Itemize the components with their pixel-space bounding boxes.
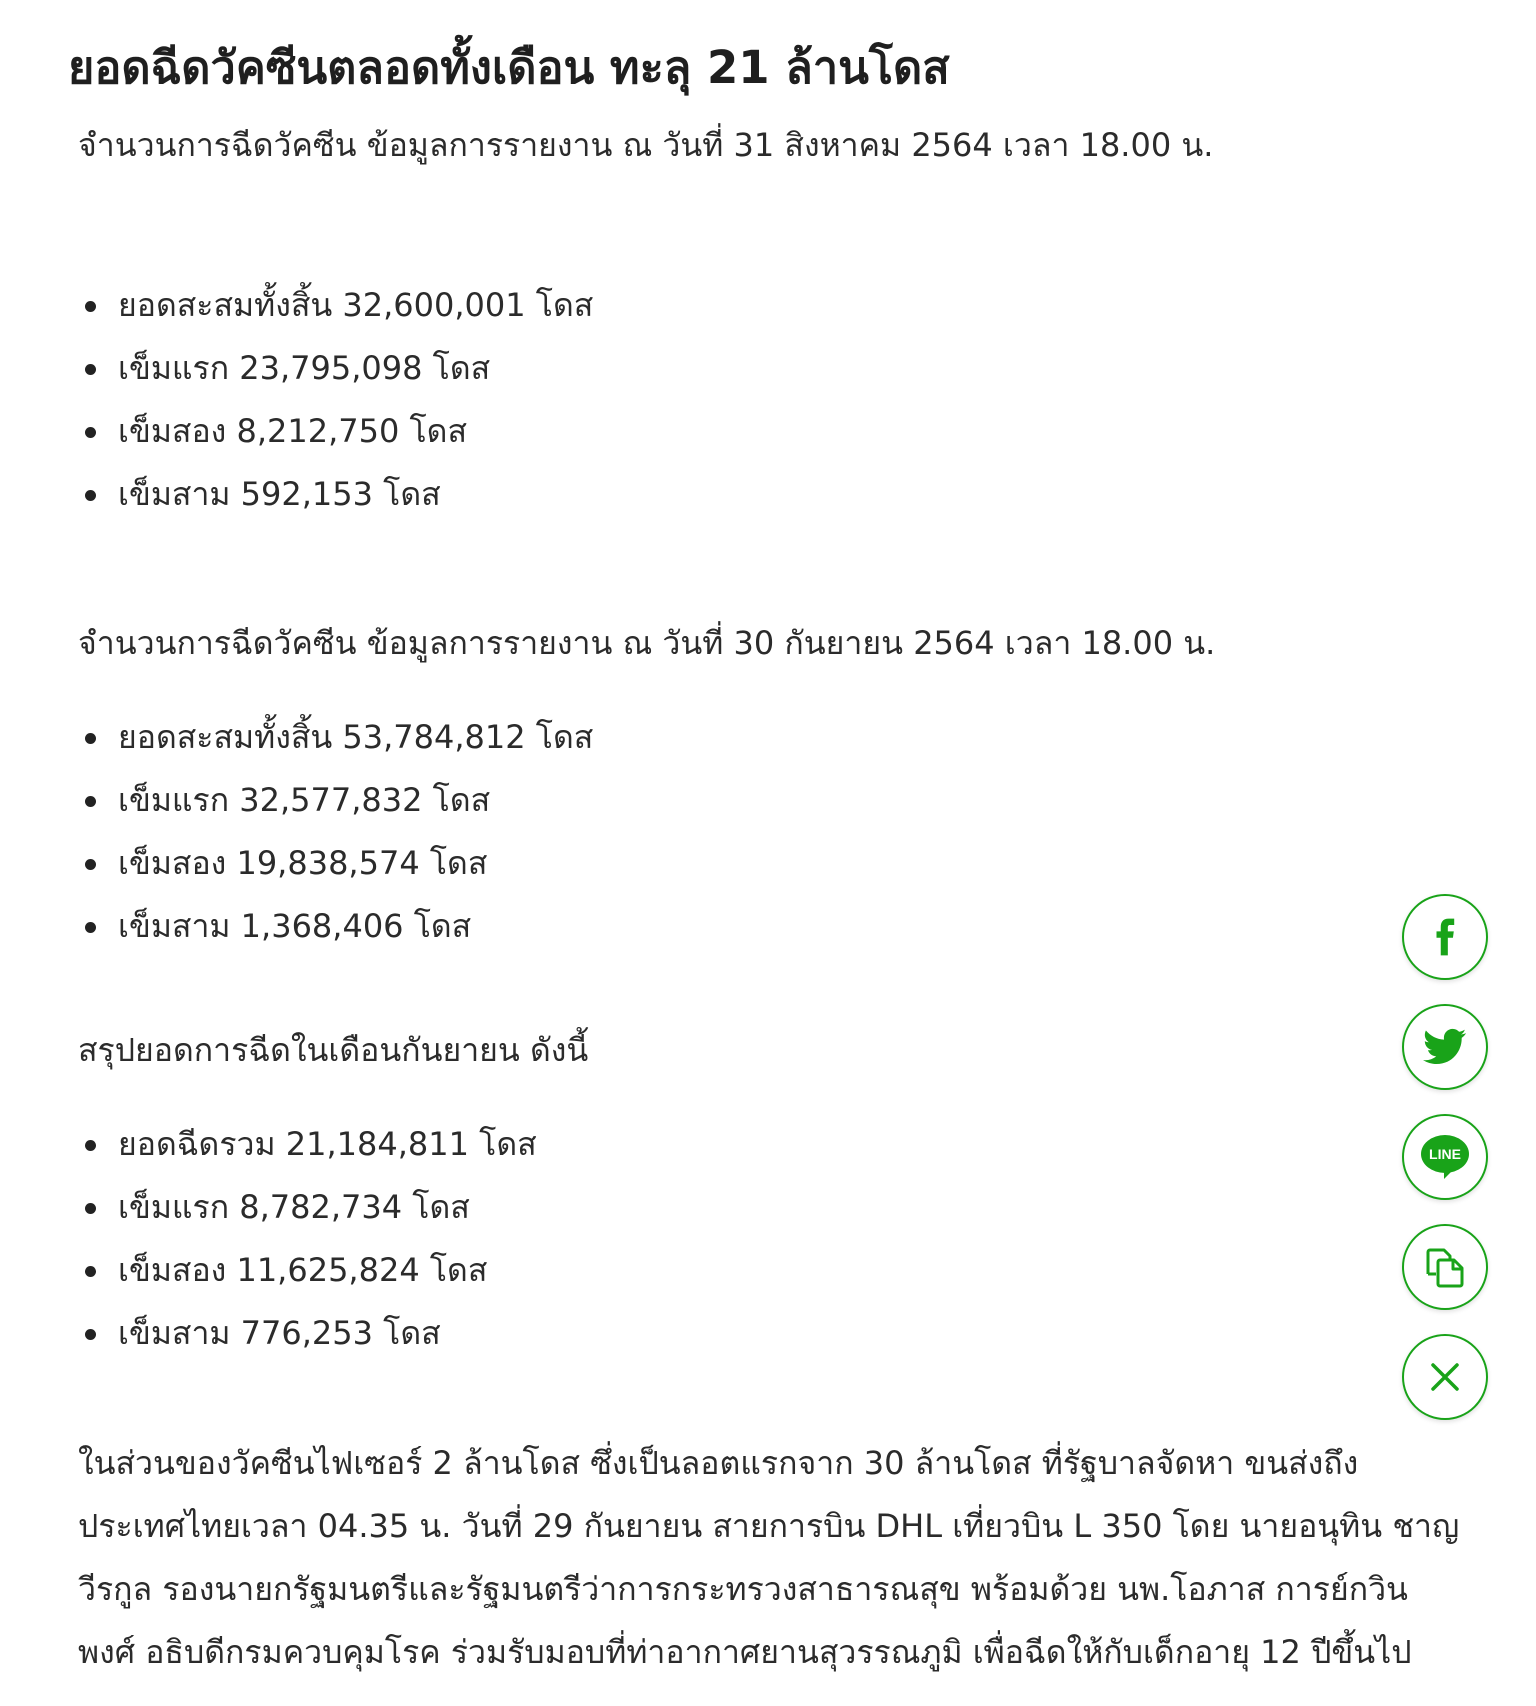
bullet-icon [85,1140,96,1151]
list-item-text: เข็มสอง 11,625,824 โดส [118,1251,488,1289]
bullet-icon [85,733,96,744]
stats-list [78,1113,537,1365]
paragraph-line: ประเทศไทยเวลา 04.35 น. วันที่ 29 กันยายน สายการบิน DHL เที่ยวบิน L 350 โดย นายอนุทิน ชาญ [78,1507,1460,1545]
list-item [78,337,593,400]
paragraph-line: ในส่วนของวัคซีนไฟเซอร์ 2 ล้านโดส ซึ่งเป็นลอตแรกจาก 30 ล้านโดส ที่รัฐบาลจัดหา ขนส่งถึง [78,1444,1359,1482]
bullet-icon [85,490,96,501]
section-intro: จำนวนการฉีดวัคซีน ข้อมูลการรายงาน ณ วันที่ 30 กันยายน 2564 เวลา 18.00 น. [78,624,1216,662]
list-item-text: เข็มแรก 8,782,734 โดส [118,1188,470,1226]
close-share-button[interactable] [1402,1334,1488,1420]
list-item-text: ยอดฉีดรวม 21,184,811 โดส [118,1125,537,1163]
list-item-text: เข็มแรก 23,795,098 โดส [118,349,491,387]
list-item-text: เข็มสอง 19,838,574 โดส [118,844,488,882]
list-item [78,1302,537,1365]
twitter-icon [1423,1028,1467,1066]
section-intro: จำนวนการฉีดวัคซีน ข้อมูลการรายงาน ณ วันที่ 31 สิงหาคม 2564 เวลา 18.00 น. [78,126,1214,164]
list-item [78,1113,537,1176]
bullet-icon [85,859,96,870]
line-icon-label: LINE [1429,1146,1461,1162]
list-item [78,832,593,895]
share-line-button[interactable] [1402,1114,1488,1200]
bullet-icon [85,301,96,312]
bullet-icon [85,796,96,807]
bullet-icon [85,1203,96,1214]
paragraph-line: พงศ์ อธิบดีกรมควบคุมโรค ร่วมรับมอบที่ท่าอากาศยานสุวรรณภูมิ เพื่อฉีดให้กับเด็กอายุ 12 ปีขึ้นไป [78,1633,1412,1671]
list-item [78,463,593,526]
list-item-text: เข็มสาม 592,153 โดส [118,475,441,513]
line-icon [1420,1133,1470,1181]
list-item-text: เข็มแรก 32,577,832 โดส [118,781,491,819]
list-item [78,1239,537,1302]
share-facebook-button[interactable] [1402,894,1488,980]
section-intro: สรุปยอดการฉีดในเดือนกันยายน ดังนี้ [78,1031,589,1069]
bullet-icon [85,1266,96,1277]
copy-link-button[interactable] [1402,1224,1488,1310]
list-item [78,895,593,958]
copy-icon [1424,1246,1466,1288]
list-item [78,1176,537,1239]
list-item [78,400,593,463]
stats-list [78,274,593,526]
list-item-text: เข็มสาม 776,253 โดส [118,1314,441,1352]
bullet-icon [85,427,96,438]
article-body-paragraph [78,1432,1478,1684]
list-item [78,706,593,769]
facebook-icon [1428,917,1462,957]
list-item-text: เข็มสอง 8,212,750 โดส [118,412,467,450]
stats-list [78,706,593,958]
article-headline: ยอดฉีดวัคซีนตลอดทั้งเดือน ทะลุ 21 ล้านโดส [68,41,950,94]
list-item-text: ยอดสะสมทั้งสิ้น 53,784,812 โดส [118,718,594,756]
list-item [78,274,593,337]
bullet-icon [85,1329,96,1340]
list-item-text: ยอดสะสมทั้งสิ้น 32,600,001 โดส [118,286,594,324]
close-icon [1429,1361,1461,1393]
share-twitter-button[interactable] [1402,1004,1488,1090]
bullet-icon [85,364,96,375]
list-item-text: เข็มสาม 1,368,406 โดส [118,907,472,945]
list-item [78,769,593,832]
paragraph-line: วีรกูล รองนายกรัฐมนตรีและรัฐมนตรีว่าการกระทรวงสาธารณสุข พร้อมด้วย นพ.โอภาส การย์กวิน [78,1570,1408,1608]
bullet-icon [85,922,96,933]
